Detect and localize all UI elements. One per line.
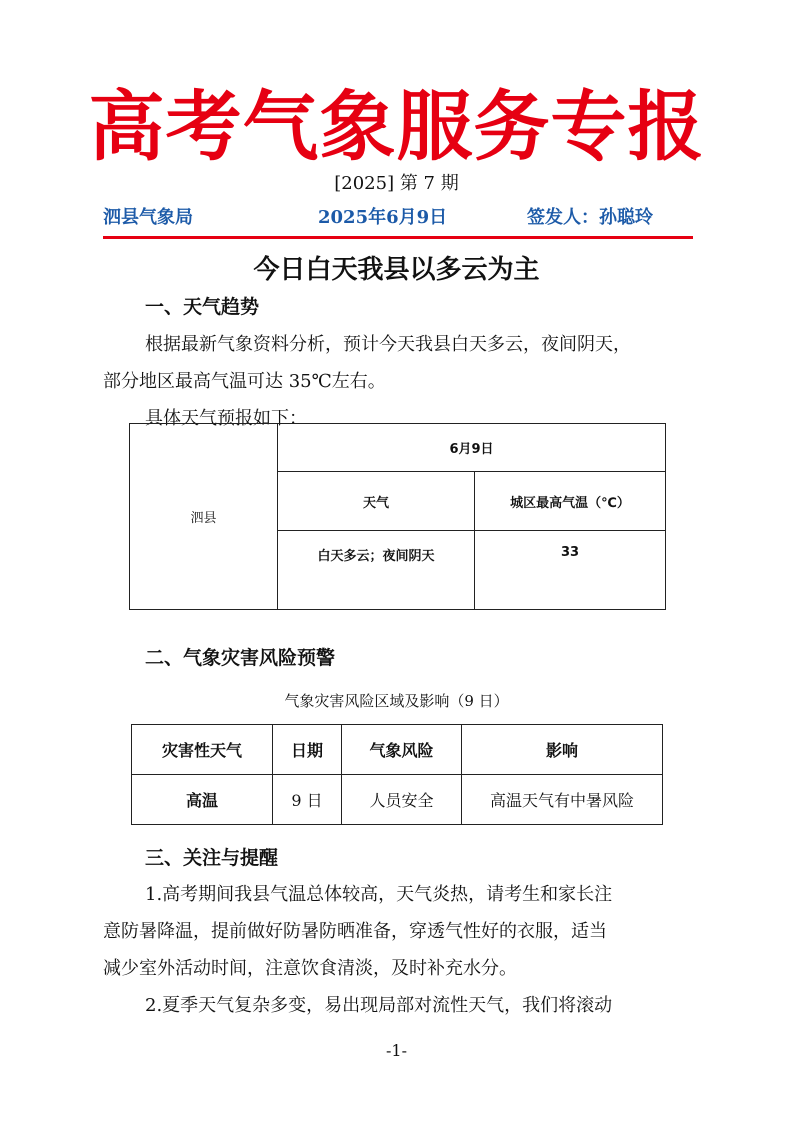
advice-paragraph <box>103 876 693 1024</box>
forecast-col-temp: 城区最高气温（℃） <box>475 472 666 531</box>
trend-line-2: 部分地区最高气温可达 35℃左右。 <box>103 371 386 392</box>
section-title-advice: 三、关注与提醒 <box>145 847 279 869</box>
signer: 签发人：孙聪玲 <box>527 207 653 228</box>
section-title-risk: 二、气象灾害风险预警 <box>145 647 336 669</box>
advice-line-4: 2.夏季天气复杂多变，易出现局部对流性天气，我们将滚动 <box>145 995 613 1016</box>
risk-header-impact: 影响 <box>462 725 663 775</box>
forecast-date-header: 6月9日 <box>278 424 666 472</box>
forecast-region: 泗县 <box>130 424 278 610</box>
risk-cell-impact: 高温天气有中暑风险 <box>462 775 663 825</box>
trend-paragraph <box>103 326 693 437</box>
risk-header-date: 日期 <box>273 725 342 775</box>
advice-line-3: 减少室外活动时间，注意饮食清淡，及时补充水分。 <box>103 958 517 979</box>
risk-cell-weather: 高温 <box>132 775 273 825</box>
forecast-table <box>129 423 666 610</box>
advice-line-2: 意防暑降温，提前做好防暑防晒准备，穿透气性好的衣服，适当 <box>103 921 607 942</box>
masthead-title: 高考气象服务专报 <box>88 82 705 171</box>
advice-line-1: 1.高考期间我县气温总体较高，天气炎热，请考生和家长注 <box>145 884 613 905</box>
forecast-temp: 33 <box>475 531 666 610</box>
header-divider <box>103 236 693 239</box>
forecast-col-weather: 天气 <box>278 472 475 531</box>
trend-line-1: 根据最新气象资料分析，预计今天我县白天多云，夜间阴天， <box>145 334 631 355</box>
issue-number: [2025] 第 7 期 <box>334 173 459 194</box>
page-headline: 今日白天我县以多云为主 <box>253 255 540 285</box>
risk-header-risk: 气象风险 <box>342 725 462 775</box>
forecast-intro: 具体天气预报如下： <box>145 408 307 429</box>
section-title-trend: 一、天气趋势 <box>145 296 260 318</box>
forecast-weather: 白天多云；夜间阴天 <box>278 531 475 610</box>
risk-table-caption: 气象灾害风险区域及影响（9 日） <box>284 692 509 710</box>
issue-date: 2025年6月9日 <box>318 207 448 228</box>
page-number: -1- <box>386 1041 407 1060</box>
risk-table <box>131 724 663 825</box>
risk-cell-date: 9 日 <box>273 775 342 825</box>
risk-cell-risk: 人员安全 <box>342 775 462 825</box>
risk-header-weather: 灾害性天气 <box>132 725 273 775</box>
issuer-name: 泗县气象局 <box>103 207 193 228</box>
